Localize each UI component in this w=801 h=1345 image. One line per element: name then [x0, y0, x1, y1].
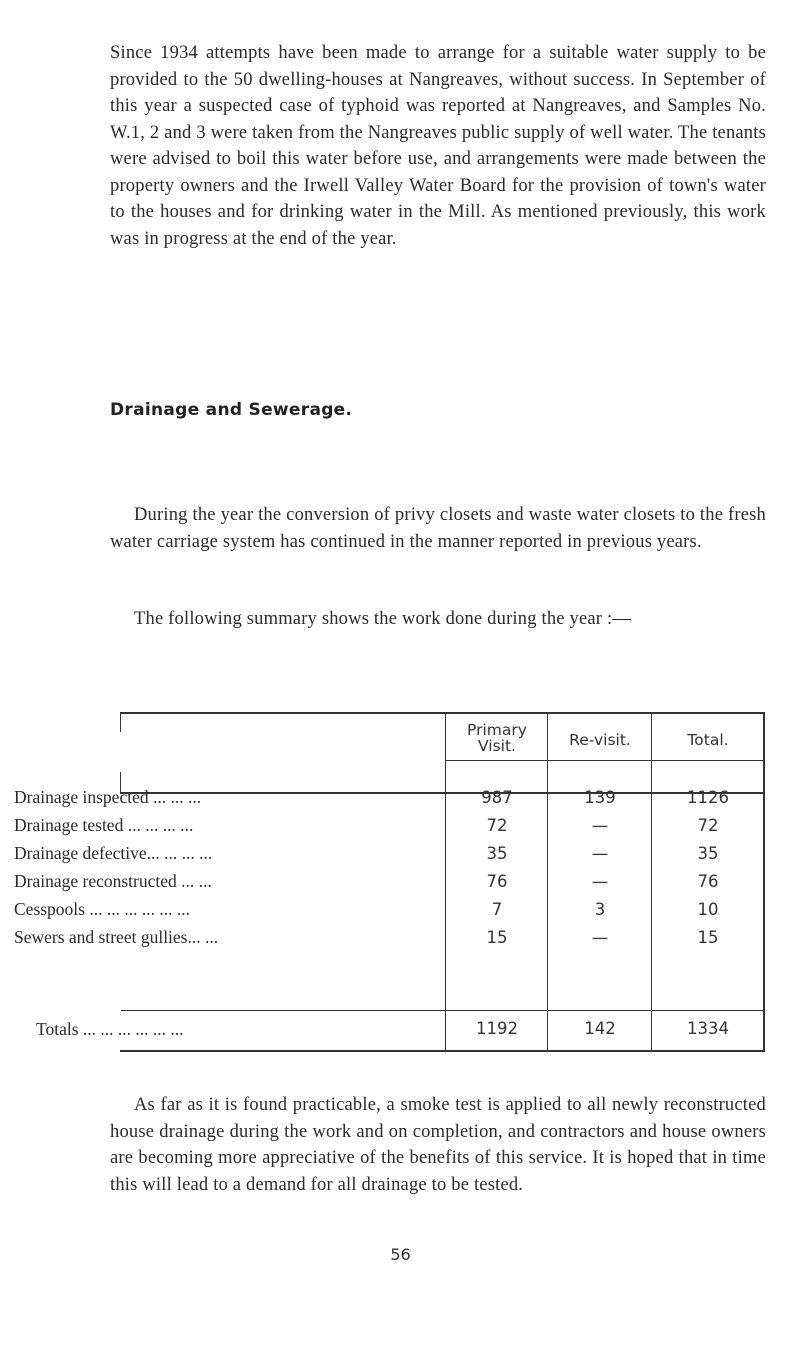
row-1-total: 72: [697, 816, 719, 835]
row-0-total: 1126: [687, 788, 729, 807]
totals-total: 1334: [687, 1019, 729, 1038]
col-sep-3: [651, 714, 652, 792]
totals-rule: [121, 1010, 763, 1011]
row-3-revisit: —: [591, 872, 609, 891]
col-sep-3-lower: [651, 792, 652, 1050]
table-top-rule: [120, 712, 764, 714]
row-5-revisit: —: [591, 928, 609, 947]
header-underline: [446, 760, 763, 761]
table-right-rule-lower: [763, 792, 765, 1052]
section-heading: Drainage and Sewerage.: [110, 400, 353, 420]
row-label-totals: Totals ... ... ... ... ... ...: [36, 1019, 184, 1039]
row-3-primary: 76: [486, 872, 508, 891]
col-sep-2: [547, 714, 548, 792]
table-right-rule: [763, 712, 765, 794]
row-label-sewers-street-gullies: Sewers and street gullies... ...: [14, 927, 219, 947]
header-revisit: Re-visit.: [569, 731, 631, 749]
row-5-total: 15: [697, 928, 719, 947]
table-bottom-close: [120, 1050, 765, 1052]
row-label-drainage-defective: Drainage defective... ... ... ...: [14, 843, 213, 863]
row-label-drainage-reconstructed: Drainage reconstructed ... ...: [14, 871, 212, 891]
col-sep-1: [445, 714, 446, 792]
page-number: 56: [390, 1245, 411, 1264]
header-total: Total.: [687, 731, 729, 749]
row-label-cesspools: Cesspools ... ... ... ... ... ...: [14, 899, 190, 919]
row-label-drainage-tested: Drainage tested ... ... ... ...: [14, 815, 194, 835]
row-1-primary: 72: [486, 816, 508, 835]
col-sep-2-lower: [547, 792, 548, 1050]
intro-paragraph: Since 1934 attempts have been made to arrange for a suitable water supply to be provided to the 50 dwelling-houses at Nangreaves, without success. In September of this year a suspected case of typhoid was reported at Nangreaves, and Samples No. W.1, 2 and 3 were taken from the Nangreaves public supply of well water. The tenants were advised to boil this water before use, and arrangements were made between the property owners and the Irwell Valley Water Board for the provision of town's water to the houses and for drinking water in the Mill. As mentioned previously, this work was in progress at the end of the year.: [110, 43, 766, 249]
row-4-total: 10: [697, 900, 719, 919]
row-1-revisit: —: [591, 816, 609, 835]
row-4-revisit: 3: [594, 900, 606, 919]
row-2-revisit: —: [591, 844, 609, 863]
header-primary-visit: Primary Visit.: [467, 721, 527, 755]
summary-intro: The following summary shows the work done during the year :—: [134, 609, 632, 629]
row-0-primary: 987: [481, 788, 513, 807]
row-0-revisit: 139: [584, 788, 616, 807]
table-left-rule-upper: [120, 712, 121, 732]
conversion-paragraph: During the year the conversion of privy closets and waste water closets to the fresh water carriage system has continued in the manner reported in previous years.: [110, 505, 766, 552]
row-label-drainage-inspected: Drainage inspected ... ... ...: [14, 787, 202, 807]
col-sep-1-lower: [445, 792, 446, 1050]
row-4-primary: 7: [491, 900, 503, 919]
totals-primary: 1192: [476, 1019, 518, 1038]
row-2-primary: 35: [486, 844, 508, 863]
row-5-primary: 15: [486, 928, 508, 947]
closing-paragraph: As far as it is found practicable, a smoke test is applied to all newly reconstructed house drainage during the work and on completion, and contractors and house owners are becoming more appreciative of the benefits of this service. It is hoped that in time this will lead to a demand for all drainage to be tested.: [110, 1095, 766, 1195]
row-3-total: 76: [697, 872, 719, 891]
row-2-total: 35: [697, 844, 719, 863]
totals-revisit: 142: [584, 1019, 616, 1038]
